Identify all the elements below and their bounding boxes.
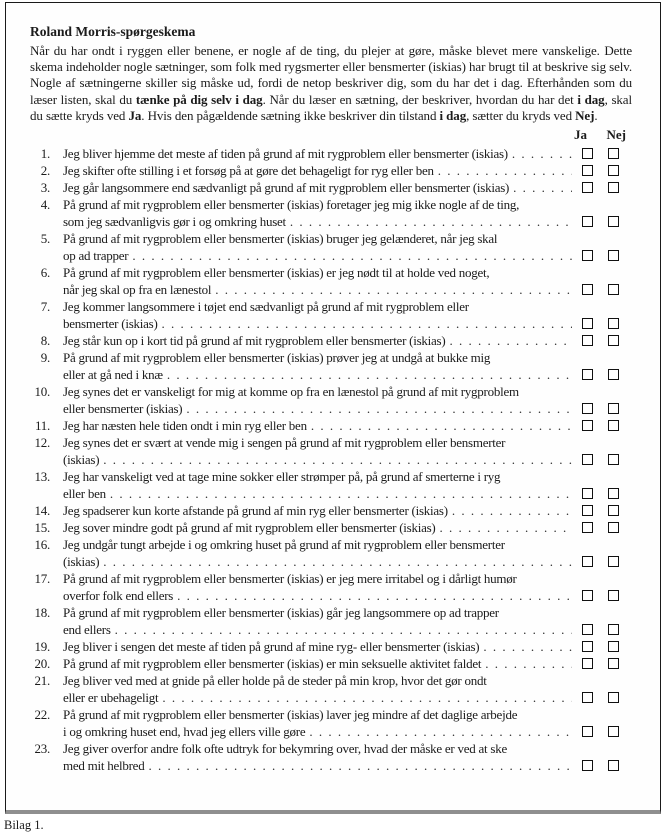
question-line-text: eller ben [63, 486, 106, 502]
question-text [63, 434, 577, 468]
nej-checkbox[interactable] [608, 624, 619, 635]
dotted-leader [177, 587, 572, 604]
question-line-text: (iskias) [63, 554, 100, 570]
ja-checkbox[interactable] [582, 165, 593, 176]
dotted-leader [290, 213, 572, 230]
answer-boxes [582, 400, 619, 417]
question-line [63, 315, 577, 332]
question-line [63, 366, 577, 383]
question-item [30, 519, 632, 536]
question-line-text: når jeg skal op fra en lænestol [63, 282, 212, 298]
question-text [63, 536, 577, 570]
question-line [63, 757, 577, 774]
nej-checkbox[interactable] [608, 726, 619, 737]
nej-checkbox[interactable] [608, 454, 619, 465]
dotted-leader [438, 162, 572, 179]
answer-boxes [582, 689, 619, 706]
question-line [63, 604, 577, 621]
question-line-text: På grund af mit rygproblem eller bensmerter (iskias) går jeg langsommere op ad trapper [63, 605, 499, 621]
question-line-text: Jeg skifter ofte stilling i et forsøg på at gøre det behageligt for ryg eller ben [63, 163, 434, 179]
question-line [63, 264, 577, 281]
question-number: 12. [34, 435, 50, 451]
question-line [63, 536, 577, 553]
question-line [63, 689, 577, 706]
question-line-text: Jeg sover mindre godt på grund af mit rygproblem eller bensmerter (iskias) [63, 520, 436, 536]
ja-checkbox[interactable] [582, 403, 593, 414]
question-text [63, 332, 577, 349]
question-line-text: eller er ubehageligt [63, 690, 159, 706]
question-item [30, 706, 632, 740]
intro-text: . Hvis den pågældende sætning ikke beskriver din tilstand [141, 107, 440, 123]
answer-boxes [582, 502, 619, 519]
ja-checkbox[interactable] [582, 760, 593, 771]
answer-boxes [582, 655, 619, 672]
question-line [63, 179, 577, 196]
nej-checkbox[interactable] [608, 505, 619, 516]
question-line [63, 723, 577, 740]
question-text [63, 162, 577, 179]
question-item [30, 536, 632, 570]
dotted-leader [167, 366, 572, 383]
nej-checkbox[interactable] [608, 182, 619, 193]
answer-boxes [582, 587, 619, 604]
ja-checkbox[interactable] [582, 505, 593, 516]
answer-boxes [582, 332, 619, 349]
answer-boxes [582, 723, 619, 740]
dotted-leader [309, 723, 572, 740]
question-number: 17. [34, 571, 50, 587]
question-item [30, 264, 632, 298]
question-number: 4. [40, 197, 50, 213]
question-line-text: i og omkring huset end, hvad jeg ellers ville gøre [63, 724, 306, 740]
ja-checkbox[interactable] [582, 726, 593, 737]
question-line-text: På grund af mit rygproblem eller bensmerter (iskias) er min seksuelle aktivitet faldet [63, 656, 482, 672]
question-number: 1. [40, 146, 50, 162]
question-line [63, 621, 577, 638]
question-item [30, 604, 632, 638]
answer-boxes [582, 621, 619, 638]
question-line [63, 400, 577, 417]
question-number: 11. [34, 418, 50, 434]
answer-column-headers [30, 126, 632, 143]
question-text [63, 196, 577, 230]
intro-text: , skal du sætte kryds ved [30, 91, 632, 123]
question-number: 20. [34, 656, 50, 672]
nej-checkbox[interactable] [608, 216, 619, 227]
question-number: 15. [34, 520, 50, 536]
nej-checkbox[interactable] [608, 420, 619, 431]
question-number: 16. [34, 537, 50, 553]
question-number: 22. [34, 707, 50, 723]
answer-boxes [582, 162, 619, 179]
question-line [63, 638, 577, 655]
question-line [63, 468, 577, 485]
question-text [63, 230, 577, 264]
intro-text: . [594, 107, 598, 123]
dotted-leader [103, 451, 572, 468]
question-line-text: Jeg synes det er vanskeligt for mig at komme op fra en lænestol på grund af mit rygproblem [63, 384, 519, 400]
ja-checkbox[interactable] [582, 420, 593, 431]
question-line-text: På grund af mit rygproblem eller bensmerter (iskias) bruger jeg gelænderet, når jeg skal [63, 231, 498, 247]
question-text [63, 638, 577, 655]
nej-checkbox[interactable] [608, 641, 619, 652]
question-item [30, 570, 632, 604]
dotted-leader [439, 519, 572, 536]
question-line [63, 740, 577, 757]
question-line-text: Jeg giver overfor andre folk ofte udtryk for bekymring over, hvad der måske er ved at ske [63, 741, 507, 757]
ja-checkbox[interactable] [582, 658, 593, 669]
ja-column-header: Ja [574, 127, 587, 143]
nej-checkbox[interactable] [608, 335, 619, 346]
ja-checkbox[interactable] [582, 182, 593, 193]
dotted-leader [103, 553, 572, 570]
question-line [63, 383, 577, 400]
question-line [63, 281, 577, 298]
question-line [63, 655, 577, 672]
answer-boxes [582, 145, 619, 162]
nej-checkbox[interactable] [608, 760, 619, 771]
answer-boxes [582, 247, 619, 264]
question-text [63, 570, 577, 604]
question-item [30, 383, 632, 417]
question-list [30, 145, 632, 774]
question-text [63, 179, 577, 196]
intro-emphasis: i dag [439, 107, 467, 123]
question-line-text: overfor folk end ellers [63, 588, 174, 604]
nej-checkbox[interactable] [608, 403, 619, 414]
question-line [63, 196, 577, 213]
question-text [63, 604, 577, 638]
nej-checkbox[interactable] [608, 250, 619, 261]
answer-boxes [582, 417, 619, 434]
question-line-text: Jeg har næsten hele tiden ondt i min ryg eller ben [63, 418, 307, 434]
intro-emphasis: i dag [577, 91, 605, 107]
intro-emphasis: Nej [575, 107, 595, 123]
question-item [30, 196, 632, 230]
intro-emphasis: tænke på dig selv i dag [135, 91, 263, 107]
question-number: 3. [40, 180, 50, 196]
question-line [63, 519, 577, 536]
ja-checkbox[interactable] [582, 522, 593, 533]
question-line [63, 553, 577, 570]
question-text [63, 145, 577, 162]
dotted-leader [483, 638, 572, 655]
question-number: 9. [40, 350, 50, 366]
question-line-text: Jeg kommer langsommere i tøjet end sædvanligt på grund af mit rygproblem eller [63, 299, 469, 315]
ja-checkbox[interactable] [582, 216, 593, 227]
dotted-leader [115, 621, 572, 638]
answer-boxes [582, 638, 619, 655]
dotted-leader [311, 417, 572, 434]
question-number: 5. [40, 231, 50, 247]
question-line [63, 417, 577, 434]
question-item [30, 162, 632, 179]
question-item [30, 468, 632, 502]
answer-boxes [582, 213, 619, 230]
question-item [30, 740, 632, 774]
answer-boxes [582, 179, 619, 196]
question-number: 13. [34, 469, 50, 485]
question-line-text: (iskias) [63, 452, 100, 468]
question-line-text: Jeg synes det er svært at vende mig i sengen på grund af mit rygproblem eller bensmerter [63, 435, 506, 451]
ja-checkbox[interactable] [582, 250, 593, 261]
question-line [63, 502, 577, 519]
question-number: 14. [34, 503, 50, 519]
question-number: 7. [40, 299, 50, 315]
question-line-text: med mit helbred [63, 758, 145, 774]
question-text [63, 672, 577, 706]
question-line-text: Jeg spadserer kun korte afstande på grund af min ryg eller bensmerter (iskias) [63, 503, 448, 519]
question-text [63, 740, 577, 774]
dotted-leader [162, 689, 572, 706]
question-line-text: Jeg bliver hjemme det meste af tiden på grund af mit rygproblem eller bensmerter (iskias) [63, 146, 508, 162]
question-line-text: På grund af mit rygproblem eller bensmerter (iskias) er jeg mere irritabel og i dårligt humør [63, 571, 517, 587]
ja-checkbox[interactable] [582, 318, 593, 329]
answer-boxes [582, 366, 619, 383]
question-line [63, 332, 577, 349]
answer-boxes [582, 519, 619, 536]
question-line [63, 230, 577, 247]
dotted-leader [110, 485, 572, 502]
question-line-text: På grund af mit rygproblem eller bensmerter (iskias) foretager jeg mig ikke nogle af de ting, [63, 197, 520, 213]
question-item [30, 145, 632, 162]
nej-checkbox[interactable] [608, 692, 619, 703]
ja-checkbox[interactable] [582, 148, 593, 159]
question-item [30, 332, 632, 349]
question-line-text: Jeg står kun op i kort tid på grund af mit rygproblem eller bensmerter (iskias) [63, 333, 446, 349]
question-text [63, 417, 577, 434]
dotted-leader [162, 315, 572, 332]
question-line-text: Jeg går langsommere end sædvanligt på grund af mit rygproblem eller bensmerter (iskias) [63, 180, 510, 196]
question-text [63, 468, 577, 502]
nej-checkbox[interactable] [608, 318, 619, 329]
ja-checkbox[interactable] [582, 692, 593, 703]
question-item [30, 179, 632, 196]
intro-text: , sætter du kryds ved [466, 107, 576, 123]
question-line-text: end ellers [63, 622, 111, 638]
ja-checkbox[interactable] [582, 590, 593, 601]
question-line [63, 247, 577, 264]
question-text [63, 502, 577, 519]
page-title: Roland Morris-spørgeskema [30, 24, 196, 39]
dotted-leader [512, 145, 572, 162]
question-item [30, 230, 632, 264]
ja-checkbox[interactable] [582, 556, 593, 567]
question-item [30, 655, 632, 672]
question-line-text: På grund af mit rygproblem eller bensmerter (iskias) prøver jeg at undgå at bukke mig [63, 350, 491, 366]
question-text [63, 264, 577, 298]
question-number: 8. [40, 333, 50, 349]
question-line-text: Jeg har vanskeligt ved at tage mine sokker eller strømper på, på grund af smerterne i ryg [63, 469, 501, 485]
dotted-leader [186, 400, 572, 417]
question-item [30, 298, 632, 332]
question-line [63, 672, 577, 689]
header-spacer [30, 126, 574, 143]
nej-checkbox[interactable] [608, 488, 619, 499]
nej-checkbox[interactable] [608, 658, 619, 669]
dotted-leader [132, 247, 572, 264]
question-number: 18. [34, 605, 50, 621]
nej-checkbox[interactable] [608, 590, 619, 601]
intro-text: Når du har ondt i ryggen eller benene, er nogle af de ting, du plejer at gøre, måske blevet mere vanskelige. Dette skema indeholder nogle sætninger, som folk med rygsmerter eller bensmerter (iskias) har brugt til at beskrive sig selv. Nogle af sætningerne skiller sig måske ud, fordi de netop beskriver dig, som du har det i dag. Efterhånden som du læser listen, skal du [30, 43, 632, 107]
question-line [63, 485, 577, 502]
question-item [30, 434, 632, 468]
question-text [63, 519, 577, 536]
question-number: 2. [40, 163, 50, 179]
ja-checkbox[interactable] [582, 454, 593, 465]
question-item [30, 349, 632, 383]
ja-checkbox[interactable] [582, 369, 593, 380]
answer-boxes [582, 553, 619, 570]
ja-checkbox[interactable] [582, 488, 593, 499]
answer-boxes [582, 451, 619, 468]
question-line-text: op ad trapper [63, 248, 129, 264]
intro-paragraph [30, 43, 632, 124]
question-line [63, 434, 577, 451]
question-number: 23. [34, 741, 50, 757]
dotted-leader [485, 655, 572, 672]
ja-checkbox[interactable] [582, 284, 593, 295]
question-line [63, 451, 577, 468]
question-line-text: bensmerter (iskias) [63, 316, 158, 332]
question-item [30, 502, 632, 519]
question-number: 10. [34, 384, 50, 400]
intro-emphasis: Ja [128, 107, 142, 123]
answer-boxes [582, 315, 619, 332]
question-line-text: eller at gå ned i knæ [63, 367, 163, 383]
ja-checkbox[interactable] [582, 624, 593, 635]
nej-checkbox[interactable] [608, 369, 619, 380]
nej-checkbox[interactable] [608, 165, 619, 176]
question-item [30, 638, 632, 655]
question-line-text: som jeg sædvanligvis gør i og omkring huset [63, 214, 286, 230]
dotted-leader [215, 281, 572, 298]
answer-boxes [582, 281, 619, 298]
question-line [63, 298, 577, 315]
dotted-leader [449, 332, 572, 349]
nej-checkbox[interactable] [608, 148, 619, 159]
header-labels [574, 126, 626, 143]
dotted-leader [452, 502, 572, 519]
answer-boxes [582, 485, 619, 502]
question-line-text: Jeg bliver ved med at gnide på eller holde på de steder på min krop, hvor det gør ondt [63, 673, 487, 689]
nej-checkbox[interactable] [608, 284, 619, 295]
question-line [63, 162, 577, 179]
question-line [63, 213, 577, 230]
answer-boxes [582, 757, 619, 774]
question-number: 21. [34, 673, 50, 689]
question-item [30, 672, 632, 706]
question-line-text: eller bensmerter (iskias) [63, 401, 183, 417]
dotted-leader [148, 757, 572, 774]
nej-checkbox[interactable] [608, 556, 619, 567]
nej-column-header: Nej [606, 127, 626, 143]
question-line [63, 349, 577, 366]
question-text [63, 655, 577, 672]
ja-checkbox[interactable] [582, 335, 593, 346]
question-line [63, 587, 577, 604]
question-text [63, 383, 577, 417]
attachment-label: Bilag 1. [4, 818, 44, 832]
question-line [63, 145, 577, 162]
ja-checkbox[interactable] [582, 641, 593, 652]
question-line-text: Jeg bliver i sengen det meste af tiden på grund af mine ryg- eller bensmerter (iskias) [63, 639, 480, 655]
question-number: 19. [34, 639, 50, 655]
question-text [63, 298, 577, 332]
nej-checkbox[interactable] [608, 522, 619, 533]
question-line-text: På grund af mit rygproblem eller bensmerter (iskias) laver jeg mindre af det daglige arbejde [63, 707, 518, 723]
question-line-text: Jeg undgår tungt arbejde i og omkring huset på grund af mit rygproblem eller bensmerter [63, 537, 505, 553]
question-line [63, 706, 577, 723]
question-text [63, 706, 577, 740]
question-number: 6. [40, 265, 50, 281]
intro-text: . Når du læser en sætning, der beskriver, hvordan du har det [262, 91, 578, 107]
question-item [30, 417, 632, 434]
question-line [63, 570, 577, 587]
question-text [63, 349, 577, 383]
questionnaire-sheet [5, 2, 661, 814]
dotted-leader [513, 179, 572, 196]
question-line-text: På grund af mit rygproblem eller bensmerter (iskias) er jeg nødt til at holde ved noget, [63, 265, 490, 281]
